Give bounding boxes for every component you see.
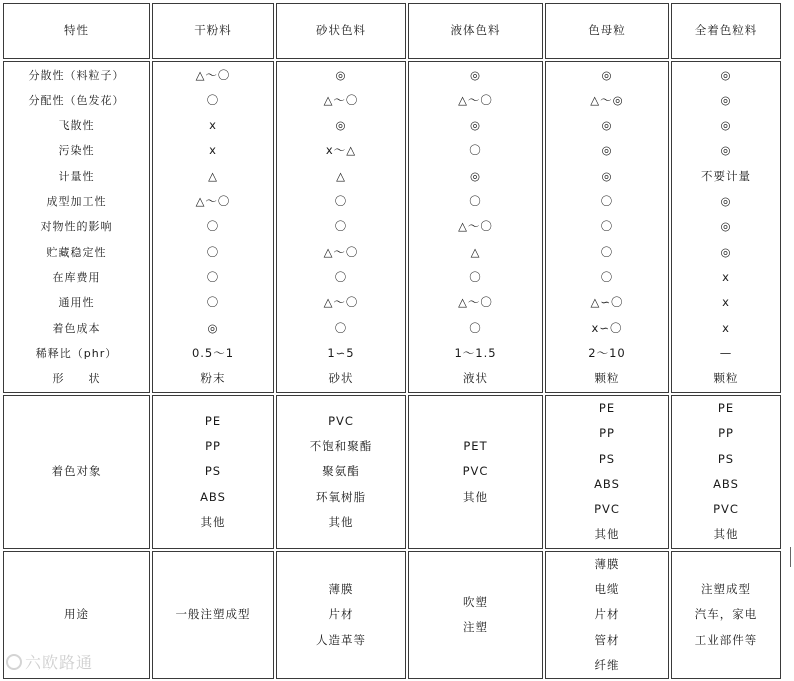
property-value: ◎ (335, 67, 347, 82)
target-item: 环氧树脂 (316, 489, 366, 504)
target-item: ABS (200, 489, 226, 504)
header-feature: 特性 (3, 3, 150, 59)
property-value: △～〇 (458, 92, 493, 107)
property-label: 分配性（色发花） (28, 93, 125, 107)
property-value: △∽〇 (590, 295, 624, 310)
usage-list (153, 602, 273, 627)
property-values-col-5 (671, 61, 781, 393)
target-item: PET (463, 438, 488, 453)
property-value: ◎ (469, 118, 482, 133)
property-value: ◎ (720, 118, 732, 133)
usage-item: 注塑 (463, 620, 488, 635)
property-value: △～◎ (590, 92, 624, 107)
target-item: PVC (462, 464, 489, 479)
property-label: 成型加工性 (46, 195, 107, 209)
property-value: 〇 (334, 269, 348, 284)
target-list (409, 434, 542, 510)
property-value: ◎ (720, 194, 732, 209)
target-item: 其他 (200, 514, 226, 529)
property-value: 不要计量 (701, 168, 751, 183)
property-value: 1～1.5 (454, 345, 497, 360)
property-label: 着色成本 (52, 321, 101, 335)
usage-item: 一般注塑成型 (175, 607, 251, 622)
target-col-5 (671, 395, 781, 549)
usage-col-4 (545, 551, 669, 679)
target-item: PE (598, 401, 616, 415)
header-row (3, 3, 781, 59)
target-list (277, 409, 405, 535)
property-value: 颗粒 (594, 371, 620, 386)
usage-item: 纤维 (594, 657, 620, 672)
property-value: △～〇 (458, 219, 493, 234)
property-label: 贮藏稳定性 (46, 245, 107, 259)
target-item: 聚氨酯 (322, 464, 360, 479)
usage-list (672, 577, 780, 653)
property-value: ◎ (720, 143, 732, 158)
property-value: 〇 (600, 244, 614, 259)
usage-item: 电缆 (594, 582, 620, 597)
watermark-text: 六欧路通 (25, 653, 94, 672)
line-stack (277, 63, 405, 392)
target-item: PS (598, 451, 616, 466)
usage-col-3 (408, 551, 543, 679)
target-item: PVC (328, 413, 354, 428)
property-label: 在库费用 (52, 270, 101, 284)
watermark-logo-icon (6, 654, 22, 670)
line-stack (409, 63, 542, 392)
property-value: △～〇 (323, 295, 359, 310)
target-item: PS (717, 451, 735, 466)
property-value: 〇 (469, 194, 482, 209)
usage-row (3, 551, 781, 679)
property-value: 砂状 (328, 371, 354, 386)
property-value: x (722, 269, 730, 284)
property-label: 稀释比（phr） (35, 346, 118, 360)
property-value: x～△ (325, 143, 357, 158)
target-col-3 (408, 395, 543, 549)
property-value: ◎ (601, 67, 613, 82)
target-item: ABS (713, 476, 739, 491)
line-stack (546, 63, 668, 392)
property-value: ◎ (720, 67, 732, 82)
property-value: x∽〇 (591, 320, 623, 335)
property-value: ◎ (601, 168, 613, 183)
usage-item: 管材 (594, 632, 620, 647)
property-value: 2～10 (588, 345, 626, 360)
property-value: 〇 (334, 194, 348, 209)
usage-label: 用途 (3, 551, 150, 679)
target-item: ABS (594, 476, 620, 491)
usage-col-2 (276, 551, 406, 679)
property-value: △ (208, 168, 218, 183)
watermark (6, 650, 93, 673)
property-values-col-1 (152, 61, 274, 393)
target-item: 其他 (328, 514, 354, 529)
target-item: PE (717, 401, 735, 415)
property-labels-cell (3, 61, 150, 393)
property-value: ◎ (720, 92, 732, 107)
target-label: 着色对象 (3, 395, 150, 549)
property-value: △～〇 (195, 67, 231, 82)
property-label: 污染性 (58, 144, 95, 158)
header-col-5: 全着色粒料 (671, 3, 781, 59)
usage-item: 人造革等 (316, 632, 366, 647)
edge-rule (790, 547, 791, 567)
property-value: 〇 (206, 269, 220, 284)
target-col-4 (545, 395, 669, 549)
target-row (3, 395, 781, 549)
property-value: 〇 (469, 320, 482, 335)
header-col-3: 液体色料 (408, 3, 543, 59)
property-value: 〇 (206, 295, 220, 310)
property-value: △～〇 (323, 92, 359, 107)
usage-col-1 (152, 551, 274, 679)
target-item: PP (205, 438, 221, 453)
property-label: 对物性的影响 (40, 220, 113, 234)
colorant-comparison-table (1, 1, 783, 681)
property-value: 〇 (469, 269, 482, 284)
usage-item: 工业部件等 (694, 632, 758, 647)
usage-item: 片材 (328, 607, 354, 622)
usage-list (409, 590, 542, 641)
property-label: 飞散性 (58, 119, 95, 133)
property-label: 形 状 (52, 372, 101, 386)
target-item: PE (204, 413, 222, 428)
property-value: 〇 (206, 219, 220, 234)
property-value: △ (336, 168, 346, 183)
property-value: 〇 (600, 194, 614, 209)
target-item: PVC (594, 502, 620, 517)
property-value: 〇 (206, 92, 220, 107)
usage-item: 吹塑 (463, 594, 488, 609)
property-values-col-4 (545, 61, 669, 393)
usage-col-5 (671, 551, 781, 679)
property-value: 〇 (600, 269, 614, 284)
property-value: 粉末 (200, 371, 226, 386)
property-value: x (209, 143, 217, 158)
target-col-1 (152, 395, 274, 549)
property-value: 0.5～1 (191, 345, 235, 360)
property-value: 〇 (334, 320, 348, 335)
property-value: △～〇 (458, 295, 493, 310)
property-value: ◎ (720, 219, 732, 234)
property-value: ◎ (601, 118, 613, 133)
property-value: x (722, 320, 730, 335)
target-item: 其他 (463, 489, 488, 504)
header-col-4: 色母粒 (545, 3, 669, 59)
property-value: x (722, 295, 730, 310)
target-list (546, 396, 668, 548)
target-item: 其他 (713, 527, 739, 542)
property-value: △～〇 (323, 244, 359, 259)
property-label: 通用性 (58, 296, 95, 310)
property-values-col-2 (276, 61, 406, 393)
property-value: 1∽5 (327, 345, 355, 360)
property-value: △～〇 (195, 194, 231, 209)
property-value: ◎ (335, 118, 347, 133)
property-values-col-3 (408, 61, 543, 393)
property-value: — (719, 345, 733, 360)
target-item: 其他 (594, 527, 620, 542)
property-value: 〇 (334, 219, 348, 234)
target-list (153, 409, 273, 535)
line-stack (4, 63, 149, 392)
property-label: 分散性（料粒子） (28, 68, 125, 82)
header-col-1: 干粉料 (152, 3, 274, 59)
property-value: 颗粒 (713, 371, 739, 386)
property-value: ◎ (469, 168, 482, 183)
target-item: 不饱和聚酯 (309, 438, 373, 453)
target-item: PP (718, 426, 734, 441)
target-list (672, 396, 780, 548)
usage-item: 薄膜 (328, 582, 354, 597)
property-value: △ (470, 244, 481, 259)
usage-item: 汽车，家电 (694, 607, 758, 622)
properties-row (3, 61, 781, 393)
usage-item: 片材 (594, 607, 620, 622)
target-item: PP (599, 426, 615, 441)
property-value: 〇 (469, 143, 482, 158)
usage-item: 注塑成型 (701, 582, 751, 597)
line-stack (153, 63, 273, 392)
target-item: PS (204, 464, 222, 479)
property-value: ◎ (207, 320, 219, 335)
target-item: PVC (713, 502, 739, 517)
property-label: 计量性 (58, 169, 95, 183)
property-value: 液状 (463, 371, 488, 386)
target-col-2 (276, 395, 406, 549)
usage-list (546, 552, 668, 678)
usage-item: 薄膜 (594, 556, 620, 571)
property-value: 〇 (600, 219, 614, 234)
usage-list (277, 577, 405, 653)
property-value: ◎ (720, 244, 732, 259)
property-value: ◎ (469, 67, 482, 82)
line-stack (672, 63, 780, 392)
property-value: x (209, 118, 217, 133)
header-col-2: 砂状色料 (276, 3, 406, 59)
property-value: 〇 (206, 244, 220, 259)
property-value: ◎ (601, 143, 613, 158)
